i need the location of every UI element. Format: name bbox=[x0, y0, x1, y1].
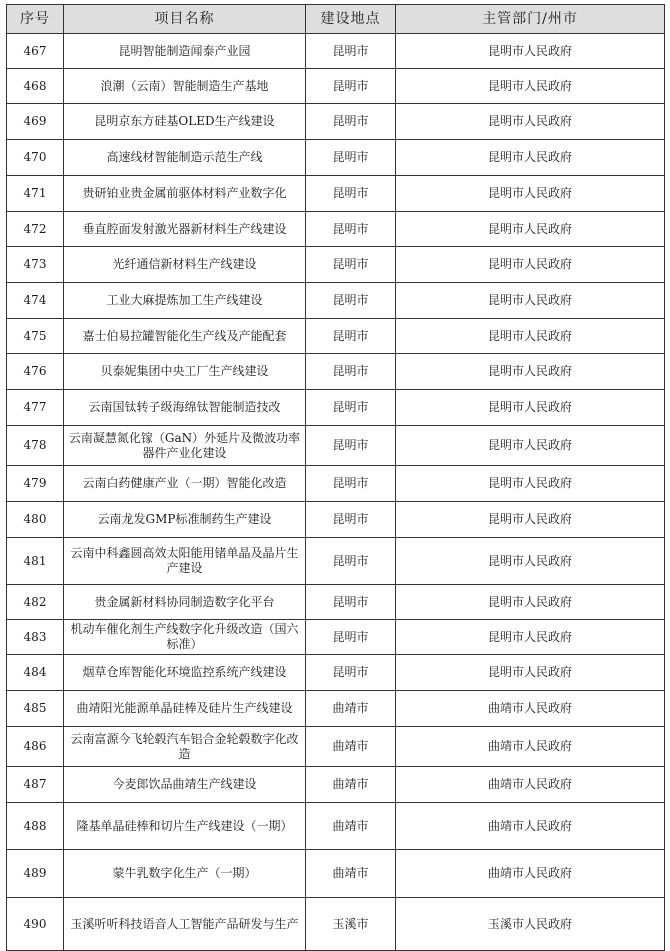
cell-department: 昆明市人民政府 bbox=[396, 354, 665, 390]
table-body bbox=[7, 34, 665, 951]
table-row bbox=[7, 354, 665, 390]
cell-serial-no: 478 bbox=[7, 426, 64, 466]
cell-department: 曲靖市人民政府 bbox=[396, 767, 665, 803]
cell-department: 昆明市人民政府 bbox=[396, 390, 665, 426]
cell-location: 昆明市 bbox=[306, 620, 396, 655]
cell-serial-no: 489 bbox=[7, 850, 64, 898]
table-row bbox=[7, 390, 665, 426]
table-row bbox=[7, 176, 665, 212]
cell-department: 曲靖市人民政府 bbox=[396, 850, 665, 898]
header-department: 主管部门/州市 bbox=[396, 5, 665, 34]
cell-department: 昆明市人民政府 bbox=[396, 247, 665, 283]
cell-project-name: 浪潮（云南）智能制造生产基地 bbox=[64, 69, 306, 104]
cell-department: 昆明市人民政府 bbox=[396, 34, 665, 69]
cell-project-name: 曲靖阳光能源单晶硅棒及硅片生产线建设 bbox=[64, 691, 306, 727]
header-location: 建设地点 bbox=[306, 5, 396, 34]
cell-serial-no: 473 bbox=[7, 247, 64, 283]
cell-serial-no: 470 bbox=[7, 140, 64, 176]
cell-project-name: 蒙牛乳数字化生产（一期） bbox=[64, 850, 306, 898]
cell-department: 昆明市人民政府 bbox=[396, 283, 665, 319]
cell-department: 昆明市人民政府 bbox=[396, 538, 665, 585]
table-row bbox=[7, 212, 665, 247]
cell-serial-no: 477 bbox=[7, 390, 64, 426]
cell-project-name: 贝泰妮集团中央工厂生产线建设 bbox=[64, 354, 306, 390]
table-row bbox=[7, 104, 665, 140]
cell-department: 昆明市人民政府 bbox=[396, 585, 665, 620]
cell-serial-no: 484 bbox=[7, 655, 64, 691]
cell-location: 昆明市 bbox=[306, 319, 396, 354]
cell-location: 昆明市 bbox=[306, 69, 396, 104]
table-row bbox=[7, 283, 665, 319]
cell-location: 昆明市 bbox=[306, 426, 396, 466]
cell-location: 玉溪市 bbox=[306, 898, 396, 951]
cell-serial-no: 485 bbox=[7, 691, 64, 727]
cell-location: 昆明市 bbox=[306, 176, 396, 212]
cell-location: 曲靖市 bbox=[306, 850, 396, 898]
table-row bbox=[7, 767, 665, 803]
cell-location: 昆明市 bbox=[306, 34, 396, 69]
cell-location: 曲靖市 bbox=[306, 727, 396, 767]
table-row bbox=[7, 727, 665, 767]
table-row bbox=[7, 466, 665, 502]
table-header-row bbox=[7, 5, 665, 34]
table-row bbox=[7, 691, 665, 727]
cell-serial-no: 483 bbox=[7, 620, 64, 655]
cell-project-name: 隆基单晶硅棒和切片生产线建设（一期） bbox=[64, 803, 306, 850]
cell-location: 昆明市 bbox=[306, 212, 396, 247]
cell-location: 曲靖市 bbox=[306, 803, 396, 850]
header-serial-no: 序号 bbox=[7, 5, 64, 34]
cell-department: 玉溪市人民政府 bbox=[396, 898, 665, 951]
cell-department: 昆明市人民政府 bbox=[396, 140, 665, 176]
cell-department: 昆明市人民政府 bbox=[396, 466, 665, 502]
cell-department: 昆明市人民政府 bbox=[396, 502, 665, 538]
cell-serial-no: 479 bbox=[7, 466, 64, 502]
cell-serial-no: 475 bbox=[7, 319, 64, 354]
cell-serial-no: 474 bbox=[7, 283, 64, 319]
cell-project-name: 昆明京东方硅基OLED生产线建设 bbox=[64, 104, 306, 140]
cell-project-name: 今麦郎饮品曲靖生产线建设 bbox=[64, 767, 306, 803]
cell-department: 昆明市人民政府 bbox=[396, 319, 665, 354]
cell-location: 昆明市 bbox=[306, 585, 396, 620]
cell-serial-no: 467 bbox=[7, 34, 64, 69]
cell-project-name: 高速线材智能制造示范生产线 bbox=[64, 140, 306, 176]
cell-project-name: 昆明智能制造闻泰产业园 bbox=[64, 34, 306, 69]
cell-project-name: 云南富源今飞轮毂汽车铝合金轮毂数字化改造 bbox=[64, 727, 306, 767]
cell-project-name: 云南中科鑫圆高效太阳能用锗单晶及晶片生产建设 bbox=[64, 538, 306, 585]
table-row bbox=[7, 538, 665, 585]
cell-serial-no: 481 bbox=[7, 538, 64, 585]
cell-serial-no: 469 bbox=[7, 104, 64, 140]
cell-department: 昆明市人民政府 bbox=[396, 176, 665, 212]
cell-location: 昆明市 bbox=[306, 247, 396, 283]
cell-location: 昆明市 bbox=[306, 390, 396, 426]
cell-project-name: 嘉士伯易拉罐智能化生产线及产能配套 bbox=[64, 319, 306, 354]
cell-serial-no: 487 bbox=[7, 767, 64, 803]
cell-project-name: 云南凝慧氮化镓（GaN）外延片及微波功率器件产业化建设 bbox=[64, 426, 306, 466]
cell-serial-no: 488 bbox=[7, 803, 64, 850]
cell-project-name: 贵金属新材料协同制造数字化平台 bbox=[64, 585, 306, 620]
cell-department: 昆明市人民政府 bbox=[396, 655, 665, 691]
table-row bbox=[7, 319, 665, 354]
cell-serial-no: 476 bbox=[7, 354, 64, 390]
header-project-name: 项目名称 bbox=[64, 5, 306, 34]
project-table bbox=[6, 4, 665, 951]
table-row bbox=[7, 850, 665, 898]
cell-project-name: 玉溪听听科技语音人工智能产品研发与生产 bbox=[64, 898, 306, 951]
table-row bbox=[7, 247, 665, 283]
project-table-wrapper bbox=[6, 4, 664, 951]
cell-serial-no: 486 bbox=[7, 727, 64, 767]
cell-serial-no: 468 bbox=[7, 69, 64, 104]
table-row bbox=[7, 426, 665, 466]
cell-department: 昆明市人民政府 bbox=[396, 426, 665, 466]
cell-location: 昆明市 bbox=[306, 140, 396, 176]
cell-serial-no: 472 bbox=[7, 212, 64, 247]
table-row bbox=[7, 585, 665, 620]
cell-serial-no: 490 bbox=[7, 898, 64, 951]
cell-location: 昆明市 bbox=[306, 283, 396, 319]
cell-location: 昆明市 bbox=[306, 466, 396, 502]
cell-location: 曲靖市 bbox=[306, 691, 396, 727]
cell-project-name: 云南龙发GMP标准制药生产建设 bbox=[64, 502, 306, 538]
cell-project-name: 光纤通信新材料生产线建设 bbox=[64, 247, 306, 283]
cell-department: 曲靖市人民政府 bbox=[396, 727, 665, 767]
table-row bbox=[7, 34, 665, 69]
cell-location: 昆明市 bbox=[306, 538, 396, 585]
cell-location: 昆明市 bbox=[306, 354, 396, 390]
cell-location: 曲靖市 bbox=[306, 767, 396, 803]
cell-project-name: 贵研铂业贵金属前驱体材料产业数字化 bbox=[64, 176, 306, 212]
cell-project-name: 云南国钛转子级海绵钛智能制造技改 bbox=[64, 390, 306, 426]
cell-project-name: 机动车催化剂生产线数字化升级改造（国六标准） bbox=[64, 620, 306, 655]
cell-serial-no: 480 bbox=[7, 502, 64, 538]
table-row bbox=[7, 620, 665, 655]
cell-project-name: 垂直腔面发射激光器新材料生产线建设 bbox=[64, 212, 306, 247]
cell-project-name: 烟草仓库智能化环境监控系统产线建设 bbox=[64, 655, 306, 691]
cell-project-name: 工业大麻提炼加工生产线建设 bbox=[64, 283, 306, 319]
cell-department: 昆明市人民政府 bbox=[396, 104, 665, 140]
table-row bbox=[7, 898, 665, 951]
cell-location: 昆明市 bbox=[306, 502, 396, 538]
table-row bbox=[7, 69, 665, 104]
table-row bbox=[7, 803, 665, 850]
table-row bbox=[7, 655, 665, 691]
table-row bbox=[7, 502, 665, 538]
cell-location: 昆明市 bbox=[306, 104, 396, 140]
cell-location: 昆明市 bbox=[306, 655, 396, 691]
cell-department: 昆明市人民政府 bbox=[396, 69, 665, 104]
cell-project-name: 云南白药健康产业（一期）智能化改造 bbox=[64, 466, 306, 502]
cell-department: 曲靖市人民政府 bbox=[396, 691, 665, 727]
cell-department: 昆明市人民政府 bbox=[396, 212, 665, 247]
cell-department: 昆明市人民政府 bbox=[396, 620, 665, 655]
table-row bbox=[7, 140, 665, 176]
cell-department: 曲靖市人民政府 bbox=[396, 803, 665, 850]
cell-serial-no: 482 bbox=[7, 585, 64, 620]
cell-serial-no: 471 bbox=[7, 176, 64, 212]
